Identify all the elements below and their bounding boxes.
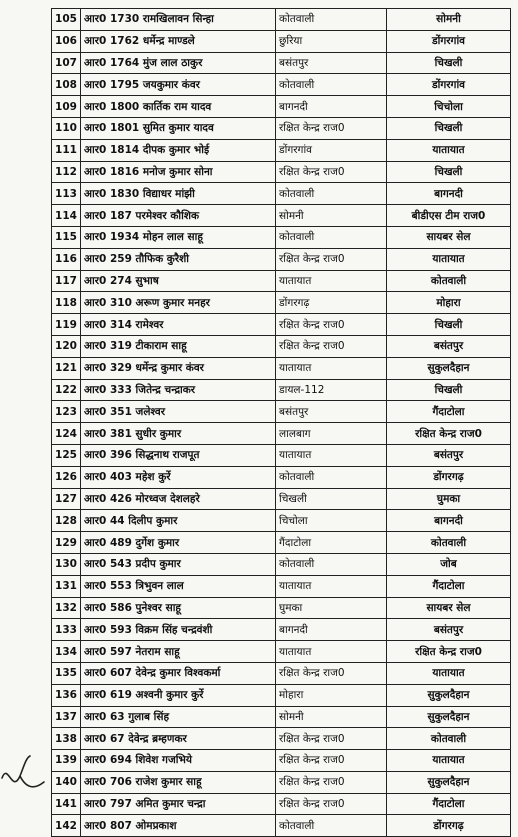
new-posting-cell: यातायात — [387, 139, 511, 161]
employee-name-cell: आर0 187 परमेश्वर कौशिक — [81, 205, 276, 227]
serial-number-cell: 142 — [52, 815, 81, 837]
serial-number-cell: 130 — [52, 553, 81, 575]
current-posting-cell: गैंदाटोला — [276, 532, 387, 554]
current-posting-cell: डायल-112 — [276, 379, 387, 401]
serial-number-cell: 108 — [52, 74, 81, 96]
employee-name-cell: आर0 607 देवेन्द्र कुमार विश्वकर्मा — [81, 662, 276, 684]
new-posting-cell: घुमका — [387, 488, 511, 510]
table-row — [52, 706, 511, 728]
table-row — [52, 161, 511, 183]
new-posting-cell: बागनदी — [387, 183, 511, 205]
employee-name-cell: आर0 1801 सुमित कुमार यादव — [81, 117, 276, 139]
table-row — [52, 575, 511, 597]
current-posting-cell: कोतवाली — [276, 74, 387, 96]
current-posting-cell: कोतवाली — [276, 466, 387, 488]
new-posting-cell: सोमनी — [387, 9, 511, 31]
table-row — [52, 226, 511, 248]
table-row — [52, 553, 511, 575]
new-posting-cell: गैंदाटोला — [387, 793, 511, 815]
table-row — [52, 357, 511, 379]
current-posting-cell: मोहारा — [276, 684, 387, 706]
new-posting-cell: यातायात — [387, 662, 511, 684]
employee-name-cell: आर0 807 ओमप्रकाश — [81, 815, 276, 837]
new-posting-cell: बीडीएस टीम राज0 — [387, 205, 511, 227]
table-row — [52, 444, 511, 466]
serial-number-cell: 126 — [52, 466, 81, 488]
new-posting-cell: चिचोला — [387, 96, 511, 118]
new-posting-cell: डोंगरगढ़ — [387, 815, 511, 837]
table-row — [52, 401, 511, 423]
new-posting-cell: डोंगरगांव — [387, 30, 511, 52]
employee-name-cell: आर0 403 महेश कुर्रे — [81, 466, 276, 488]
table-row — [52, 9, 511, 31]
serial-number-cell: 116 — [52, 248, 81, 270]
employee-name-cell: आर0 329 धर्मेन्द्र कुमार कंवर — [81, 357, 276, 379]
serial-number-cell: 132 — [52, 597, 81, 619]
table-body — [52, 9, 511, 837]
transfer-table — [51, 8, 511, 837]
employee-name-cell: आर0 426 मोरध्वज देशलहरे — [81, 488, 276, 510]
table-row — [52, 30, 511, 52]
serial-number-cell: 122 — [52, 379, 81, 401]
serial-number-cell: 111 — [52, 139, 81, 161]
employee-name-cell: आर0 586 पुनेश्वर साहू — [81, 597, 276, 619]
current-posting-cell: रक्षित केन्द्र राज0 — [276, 771, 387, 793]
new-posting-cell: सायबर सेल — [387, 226, 511, 248]
new-posting-cell: चिखली — [387, 314, 511, 336]
current-posting-cell: बसंतपुर — [276, 52, 387, 74]
new-posting-cell: सायबर सेल — [387, 597, 511, 619]
serial-number-cell: 119 — [52, 314, 81, 336]
table-row — [52, 488, 511, 510]
serial-number-cell: 112 — [52, 161, 81, 183]
employee-name-cell: आर0 274 सुभाष — [81, 270, 276, 292]
table-row — [52, 52, 511, 74]
serial-number-cell: 131 — [52, 575, 81, 597]
current-posting-cell: बसंतपुर — [276, 401, 387, 423]
current-posting-cell: सोमनी — [276, 706, 387, 728]
table-row — [52, 139, 511, 161]
employee-name-cell: आर0 333 जितेन्द्र चन्द्राकर — [81, 379, 276, 401]
current-posting-cell: रक्षित केन्द्र राज0 — [276, 750, 387, 772]
current-posting-cell: डोंगरगांव — [276, 139, 387, 161]
current-posting-cell: रक्षित केन्द्र राज0 — [276, 335, 387, 357]
table-row — [52, 117, 511, 139]
employee-name-cell: आर0 1816 मनोज कुमार सोना — [81, 161, 276, 183]
new-posting-cell: यातायात — [387, 248, 511, 270]
employee-name-cell: आर0 1795 जयकुमार कंवर — [81, 74, 276, 96]
table-row — [52, 619, 511, 641]
serial-number-cell: 139 — [52, 750, 81, 772]
new-posting-cell: जोब — [387, 553, 511, 575]
table-row — [52, 750, 511, 772]
table-row — [52, 815, 511, 837]
serial-number-cell: 134 — [52, 641, 81, 663]
serial-number-cell: 121 — [52, 357, 81, 379]
new-posting-cell: मोहारा — [387, 292, 511, 314]
employee-name-cell: आर0 44 दिलीप कुमार — [81, 510, 276, 532]
serial-number-cell: 140 — [52, 771, 81, 793]
table-row — [52, 74, 511, 96]
new-posting-cell: बसंतपुर — [387, 619, 511, 641]
current-posting-cell: कोतवाली — [276, 553, 387, 575]
new-posting-cell: चिखली — [387, 52, 511, 74]
current-posting-cell: रक्षित केन्द्र राज0 — [276, 248, 387, 270]
table-row — [52, 205, 511, 227]
new-posting-cell: सुकुलदैहान — [387, 684, 511, 706]
current-posting-cell: कोतवाली — [276, 183, 387, 205]
employee-name-cell: आर0 694 शिवेश गजभिये — [81, 750, 276, 772]
current-posting-cell: कोतवाली — [276, 9, 387, 31]
serial-number-cell: 141 — [52, 793, 81, 815]
table-row — [52, 314, 511, 336]
new-posting-cell: गैंदाटोला — [387, 401, 511, 423]
serial-number-cell: 118 — [52, 292, 81, 314]
current-posting-cell: चिचोला — [276, 510, 387, 532]
employee-name-cell: आर0 1764 मुंज लाल ठाकुर — [81, 52, 276, 74]
serial-number-cell: 110 — [52, 117, 81, 139]
new-posting-cell: यातायात — [387, 750, 511, 772]
employee-name-cell: आर0 543 प्रदीप कुमार — [81, 553, 276, 575]
current-posting-cell: रक्षित केन्द्र राज0 — [276, 728, 387, 750]
serial-number-cell: 125 — [52, 444, 81, 466]
employee-name-cell: आर0 259 तौफिक कुरैशी — [81, 248, 276, 270]
new-posting-cell: गैंदाटोला — [387, 575, 511, 597]
table-row — [52, 771, 511, 793]
employee-name-cell: आर0 1762 धर्मेन्द्र माण्डले — [81, 30, 276, 52]
serial-number-cell: 114 — [52, 205, 81, 227]
handwritten-signature — [0, 748, 46, 798]
employee-name-cell: आर0 1800 कार्तिक राम यादव — [81, 96, 276, 118]
current-posting-cell: रक्षित केन्द्र राज0 — [276, 161, 387, 183]
employee-name-cell: आर0 351 जलेश्वर — [81, 401, 276, 423]
new-posting-cell: डोंगरगढ़ — [387, 466, 511, 488]
table-row — [52, 96, 511, 118]
serial-number-cell: 127 — [52, 488, 81, 510]
new-posting-cell: चिखली — [387, 161, 511, 183]
employee-name-cell: आर0 1814 दीपक कुमार भोई — [81, 139, 276, 161]
new-posting-cell: चिखली — [387, 379, 511, 401]
current-posting-cell: रक्षित केन्द्र राज0 — [276, 314, 387, 336]
employee-name-cell: आर0 593 विक्रम सिंह चन्द्रवंशी — [81, 619, 276, 641]
serial-number-cell: 105 — [52, 9, 81, 31]
new-posting-cell: सुकुलदैहान — [387, 357, 511, 379]
current-posting-cell: डोंगरगढ़ — [276, 292, 387, 314]
serial-number-cell: 115 — [52, 226, 81, 248]
current-posting-cell: रक्षित केन्द्र राज0 — [276, 117, 387, 139]
serial-number-cell: 106 — [52, 30, 81, 52]
current-posting-cell: यातायात — [276, 641, 387, 663]
current-posting-cell: कोतवाली — [276, 815, 387, 837]
new-posting-cell: बसंतपुर — [387, 335, 511, 357]
current-posting-cell: घुमका — [276, 597, 387, 619]
employee-name-cell: आर0 310 अरूण कुमार मनहर — [81, 292, 276, 314]
table-row — [52, 423, 511, 445]
serial-number-cell: 109 — [52, 96, 81, 118]
new-posting-cell: डोंगरगांव — [387, 74, 511, 96]
table-row — [52, 335, 511, 357]
employee-name-cell: आर0 797 अमित कुमार चन्द्रा — [81, 793, 276, 815]
current-posting-cell: यातायात — [276, 575, 387, 597]
current-posting-cell: कोतवाली — [276, 226, 387, 248]
new-posting-cell: रक्षित केन्द्र राज0 — [387, 641, 511, 663]
current-posting-cell: बागनदी — [276, 96, 387, 118]
new-posting-cell: चिखली — [387, 117, 511, 139]
table-row — [52, 248, 511, 270]
serial-number-cell: 138 — [52, 728, 81, 750]
employee-name-cell: आर0 1730 रामखिलावन सिन्हा — [81, 9, 276, 31]
new-posting-cell: कोतवाली — [387, 532, 511, 554]
new-posting-cell: बागनदी — [387, 510, 511, 532]
table-row — [52, 379, 511, 401]
current-posting-cell: रक्षित केन्द्र राज0 — [276, 662, 387, 684]
serial-number-cell: 124 — [52, 423, 81, 445]
serial-number-cell: 129 — [52, 532, 81, 554]
table-row — [52, 292, 511, 314]
table-row — [52, 728, 511, 750]
current-posting-cell: चिखली — [276, 488, 387, 510]
table-row — [52, 270, 511, 292]
employee-name-cell: आर0 706 राजेश कुमार साहू — [81, 771, 276, 793]
serial-number-cell: 135 — [52, 662, 81, 684]
serial-number-cell: 137 — [52, 706, 81, 728]
employee-name-cell: आर0 597 नेतराम साहू — [81, 641, 276, 663]
employee-name-cell: आर0 314 रामेश्वर — [81, 314, 276, 336]
serial-number-cell: 117 — [52, 270, 81, 292]
current-posting-cell: रक्षित केन्द्र राज0 — [276, 793, 387, 815]
employee-name-cell: आर0 553 त्रिभुवन लाल — [81, 575, 276, 597]
table-row — [52, 641, 511, 663]
table-row — [52, 466, 511, 488]
employee-name-cell: आर0 1830 विद्याधर मांझी — [81, 183, 276, 205]
serial-number-cell: 107 — [52, 52, 81, 74]
serial-number-cell: 120 — [52, 335, 81, 357]
new-posting-cell: कोतवाली — [387, 270, 511, 292]
new-posting-cell: रक्षित केन्द्र राज0 — [387, 423, 511, 445]
current-posting-cell: सोमनी — [276, 205, 387, 227]
table-row — [52, 684, 511, 706]
table-row — [52, 510, 511, 532]
new-posting-cell: बसंतपुर — [387, 444, 511, 466]
new-posting-cell: सुकुलदैहान — [387, 771, 511, 793]
serial-number-cell: 133 — [52, 619, 81, 641]
new-posting-cell: कोतवाली — [387, 728, 511, 750]
table-row — [52, 597, 511, 619]
current-posting-cell: यातायात — [276, 357, 387, 379]
employee-name-cell: आर0 381 सुधीर कुमार — [81, 423, 276, 445]
serial-number-cell: 128 — [52, 510, 81, 532]
new-posting-cell: सुकुलदैहान — [387, 706, 511, 728]
current-posting-cell: बागनदी — [276, 619, 387, 641]
table-row — [52, 662, 511, 684]
serial-number-cell: 136 — [52, 684, 81, 706]
table-row — [52, 183, 511, 205]
current-posting-cell: यातायात — [276, 444, 387, 466]
current-posting-cell: छुरिया — [276, 30, 387, 52]
table-row — [52, 532, 511, 554]
employee-name-cell: आर0 319 टीकाराम साहू — [81, 335, 276, 357]
serial-number-cell: 123 — [52, 401, 81, 423]
serial-number-cell: 113 — [52, 183, 81, 205]
employee-name-cell: आर0 396 सिद्धनाथ राजपूत — [81, 444, 276, 466]
employee-name-cell: आर0 67 देवेन्द्र ब्रम्हणकर — [81, 728, 276, 750]
employee-name-cell: आर0 1934 मोहन लाल साहू — [81, 226, 276, 248]
employee-name-cell: आर0 63 गुलाब सिंह — [81, 706, 276, 728]
table-row — [52, 793, 511, 815]
employee-name-cell: आर0 619 अश्वनी कुमार कुर्रे — [81, 684, 276, 706]
current-posting-cell: लालबाग — [276, 423, 387, 445]
current-posting-cell: यातायात — [276, 270, 387, 292]
employee-name-cell: आर0 489 दुर्गेश कुमार — [81, 532, 276, 554]
